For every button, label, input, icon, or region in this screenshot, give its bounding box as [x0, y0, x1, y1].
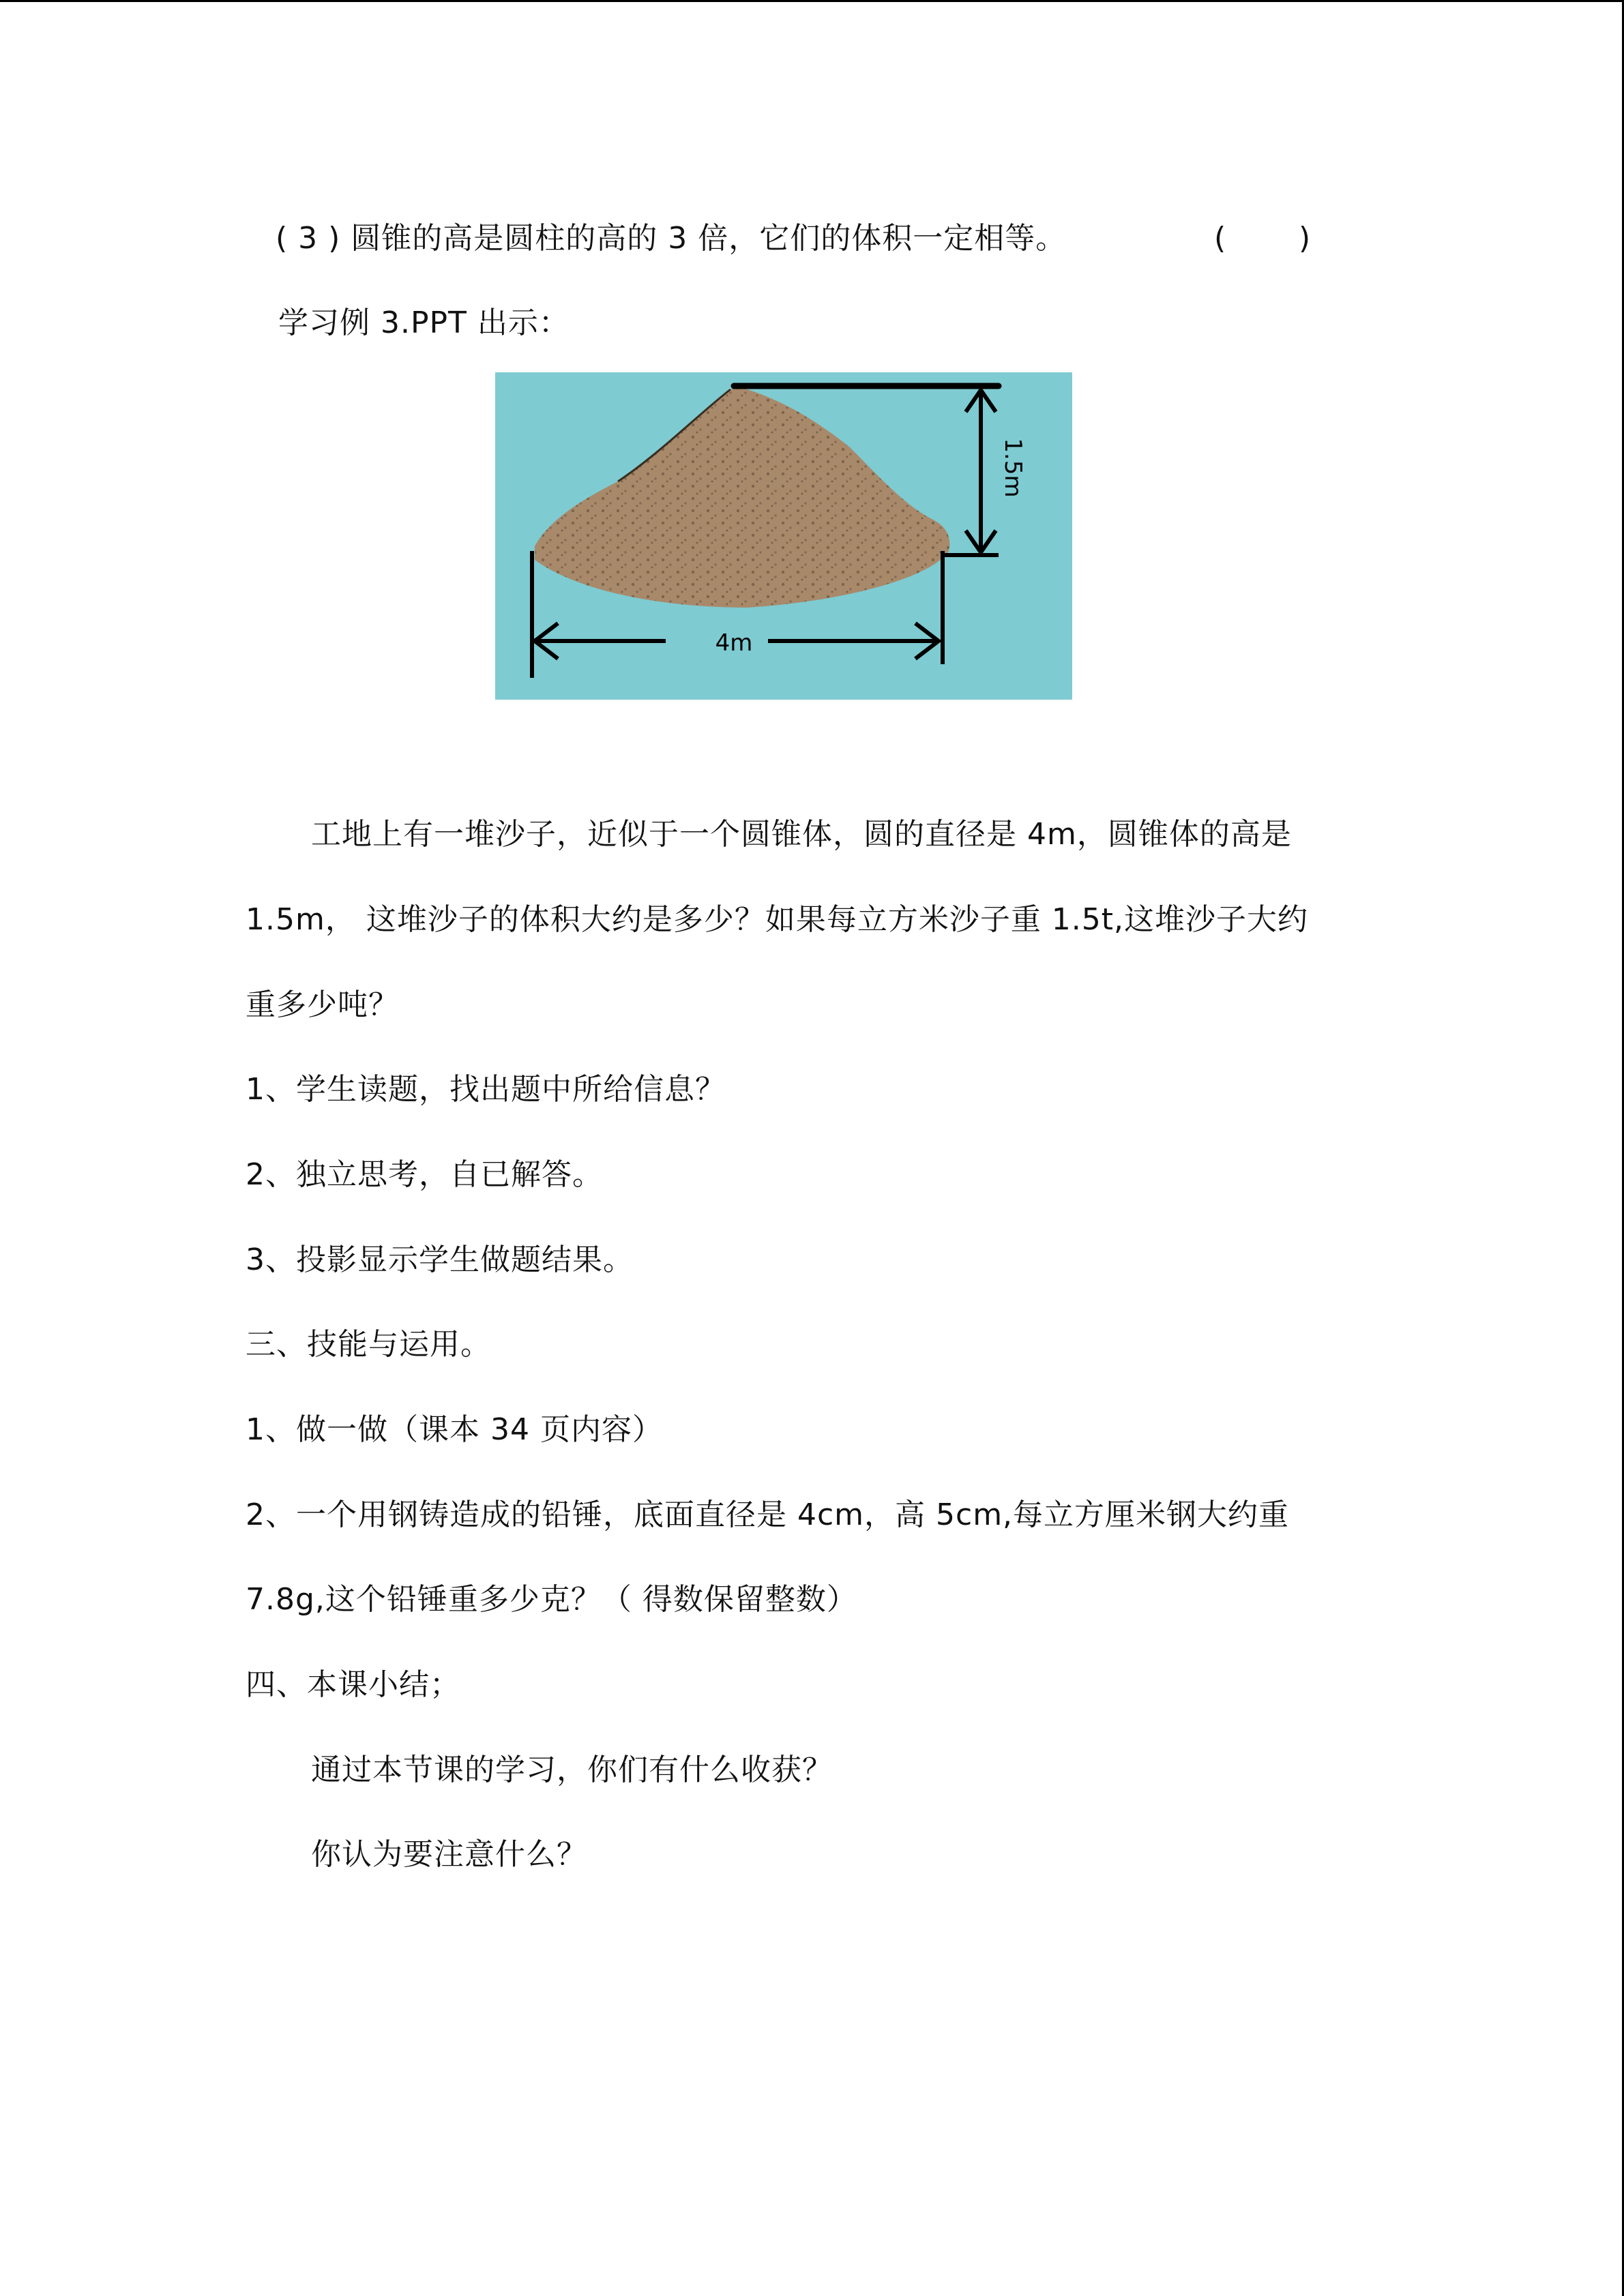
- sand-pile-figure: [495, 372, 1072, 700]
- practice-1: 1、做一做（课本 34 页内容）: [246, 1412, 663, 1447]
- step-3: 3、投影显示学生做题结果。: [246, 1242, 634, 1277]
- step-1: 1、学生读题，找出题中所给信息？: [246, 1072, 726, 1107]
- height-label: 1.5m: [999, 438, 1027, 498]
- step-2: 2、独立思考，自已解答。: [246, 1157, 603, 1192]
- question-3-text: ( 3 ) 圆锥的高是圆柱的高的 3 倍，它们的体积一定相等。: [276, 221, 1067, 256]
- section-3-title: 三、技能与运用。: [246, 1327, 491, 1362]
- practice-2-line-2: 7.8g,这个铅锤重多少克？（ 得数保留整数）: [246, 1582, 857, 1617]
- problem-line-2: 1.5m， 这堆沙子的体积大约是多少？如果每立方米沙子重 1.5t,这堆沙子大约: [246, 902, 1309, 937]
- sand-pile-diagram: [495, 372, 1072, 700]
- problem-line-1: 工地上有一堆沙子，近似于一个圆锥体，圆的直径是 4m，圆锥体的高是: [311, 817, 1292, 852]
- summary-question-1: 通过本节课的学习，你们有什么收获？: [311, 1753, 833, 1787]
- answer-paren-close: ): [1299, 221, 1311, 256]
- section-4-title: 四、本课小结；: [246, 1667, 460, 1702]
- diameter-label: 4m: [715, 629, 753, 657]
- answer-paren-open: (: [1214, 221, 1226, 256]
- example-intro: 学习例 3.PPT 出示：: [278, 305, 570, 340]
- page-top-border: [0, 0, 1624, 2]
- problem-line-3: 重多少吨？: [246, 987, 399, 1022]
- practice-2-line-1: 2、一个用钢铸造成的铅锤，底面直径是 4cm，高 5cm,每立方厘米钢大约重: [246, 1497, 1290, 1532]
- summary-question-2: 你认为要注意什么？: [311, 1837, 587, 1872]
